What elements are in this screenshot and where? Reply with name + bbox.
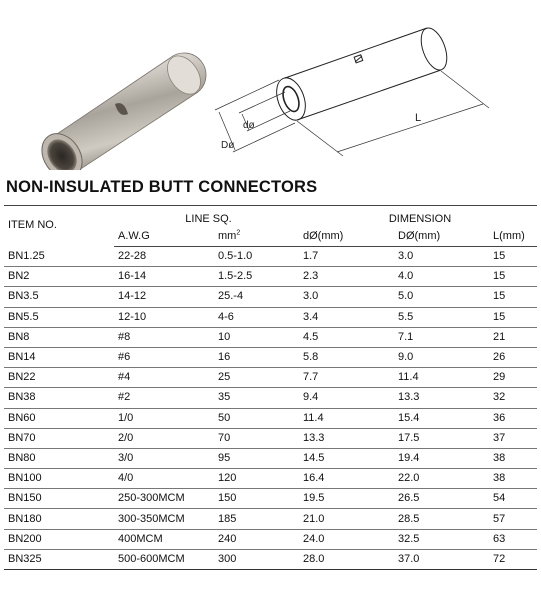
cell-awg: 22-28 [114,247,214,267]
cell-d-outer: 19.4 [394,448,489,468]
cell-mm2: 95 [214,448,299,468]
cell-d-outer: 9.0 [394,347,489,367]
table-row [4,448,537,468]
cell-d-inner: 3.4 [299,307,394,327]
cell-length: 72 [489,549,537,569]
cell-mm2: 1.5-2.5 [214,267,299,287]
table-row [4,469,537,489]
cell-d-inner: 11.4 [299,408,394,428]
length-label: L [415,112,422,124]
table-row [4,408,537,428]
cell-awg: 2/0 [114,428,214,448]
cell-length: 36 [489,408,537,428]
cell-mm2: 240 [214,529,299,549]
cell-d-inner: 13.3 [299,428,394,448]
cell-item-no: BN8 [4,327,114,347]
cell-awg: 14-12 [114,287,214,307]
cell-d-inner: 1.7 [299,247,394,267]
table-row [4,327,537,347]
cell-d-inner: 2.3 [299,267,394,287]
cell-d-outer: 11.4 [394,368,489,388]
cell-d-inner: 24.0 [299,529,394,549]
cell-item-no: BN150 [4,489,114,509]
cell-awg: #6 [114,347,214,367]
table-row [4,267,537,287]
outer-diameter-label: Dø [221,140,235,151]
table-row [4,347,537,367]
cell-mm2: 25.-4 [214,287,299,307]
cell-mm2: 16 [214,347,299,367]
cell-length: 57 [489,509,537,529]
cell-d-inner: 3.0 [299,287,394,307]
cell-d-outer: 37.0 [394,549,489,569]
cell-awg: 3/0 [114,448,214,468]
cell-awg: 250-300MCM [114,489,214,509]
cell-item-no: BN200 [4,529,114,549]
cell-d-outer: 22.0 [394,469,489,489]
cell-mm2: 0.5-1.0 [214,247,299,267]
inner-diameter-label: dø [243,120,255,131]
cell-length: 29 [489,368,537,388]
cell-length: 63 [489,529,537,549]
header-d-outer: DØ(mm) [394,227,489,247]
cell-d-inner: 5.8 [299,347,394,367]
cell-length: 54 [489,489,537,509]
cell-length: 15 [489,287,537,307]
header-d-inner: dØ(mm) [299,227,394,247]
table-row [4,489,537,509]
connector-dimension-diagram [205,18,535,168]
cell-item-no: BN3.5 [4,287,114,307]
cell-d-outer: 32.5 [394,529,489,549]
cell-awg: #2 [114,388,214,408]
cell-length: 15 [489,247,537,267]
table-row [4,428,537,448]
header-length: L(mm) [489,227,537,247]
cell-mm2: 70 [214,428,299,448]
header-mm2 [214,227,299,247]
cell-d-outer: 4.0 [394,267,489,287]
cell-length: 38 [489,448,537,468]
header-mm2-text: mm [218,230,237,242]
cell-d-outer: 28.5 [394,509,489,529]
cell-d-outer: 5.0 [394,287,489,307]
cell-d-outer: 13.3 [394,388,489,408]
cell-item-no: BN100 [4,469,114,489]
cell-d-outer: 7.1 [394,327,489,347]
cell-item-no: BN5.5 [4,307,114,327]
cell-d-inner: 28.0 [299,549,394,569]
table-row [4,509,537,529]
cell-awg: 16-14 [114,267,214,287]
spec-table [4,205,537,570]
connector-photo [20,20,210,170]
cell-item-no: BN22 [4,368,114,388]
cell-mm2: 25 [214,368,299,388]
cell-awg: 1/0 [114,408,214,428]
cell-d-inner: 9.4 [299,388,394,408]
cell-d-inner: 19.5 [299,489,394,509]
page-title: NON-INSULATED BUTT CONNECTORS [6,178,318,196]
cell-d-outer: 5.5 [394,307,489,327]
cell-awg: 300-350MCM [114,509,214,529]
cell-awg: #8 [114,327,214,347]
cell-d-outer: 26.5 [394,489,489,509]
cell-item-no: BN14 [4,347,114,367]
cell-awg: 4/0 [114,469,214,489]
cell-mm2: 4-6 [214,307,299,327]
cell-item-no: BN2 [4,267,114,287]
table-row [4,388,537,408]
cell-d-inner: 4.5 [299,327,394,347]
cell-length: 15 [489,267,537,287]
cell-d-outer: 17.5 [394,428,489,448]
cell-item-no: BN325 [4,549,114,569]
table-row [4,287,537,307]
cell-d-inner: 14.5 [299,448,394,468]
cell-item-no: BN38 [4,388,114,408]
table-row [4,247,537,267]
cell-item-no: BN180 [4,509,114,529]
table-row [4,529,537,549]
cell-mm2: 35 [214,388,299,408]
cell-item-no: BN80 [4,448,114,468]
cell-item-no: BN70 [4,428,114,448]
cell-awg: 500-600MCM [114,549,214,569]
header-line-sq: LINE SQ. [114,206,299,228]
table-row [4,307,537,327]
header-item-no: ITEM NO. [4,206,114,247]
table-row [4,549,537,569]
header-mm2-sup: 2 [236,229,241,237]
cell-mm2: 120 [214,469,299,489]
cell-awg: #4 [114,368,214,388]
cell-mm2: 10 [214,327,299,347]
cell-item-no: BN60 [4,408,114,428]
cell-mm2: 50 [214,408,299,428]
cell-awg: 12-10 [114,307,214,327]
cell-d-outer: 15.4 [394,408,489,428]
cell-length: 37 [489,428,537,448]
header-dimension: DIMENSION [299,206,537,228]
cell-length: 21 [489,327,537,347]
cell-length: 38 [489,469,537,489]
cell-mm2: 185 [214,509,299,529]
cell-mm2: 300 [214,549,299,569]
cell-d-inner: 16.4 [299,469,394,489]
cell-d-outer: 3.0 [394,247,489,267]
cell-length: 32 [489,388,537,408]
cell-d-inner: 7.7 [299,368,394,388]
cell-item-no: BN1.25 [4,247,114,267]
cell-d-inner: 21.0 [299,509,394,529]
cell-length: 15 [489,307,537,327]
cell-length: 26 [489,347,537,367]
table-row [4,368,537,388]
header-awg: A.W.G [114,227,214,247]
cell-mm2: 150 [214,489,299,509]
cell-awg: 400MCM [114,529,214,549]
